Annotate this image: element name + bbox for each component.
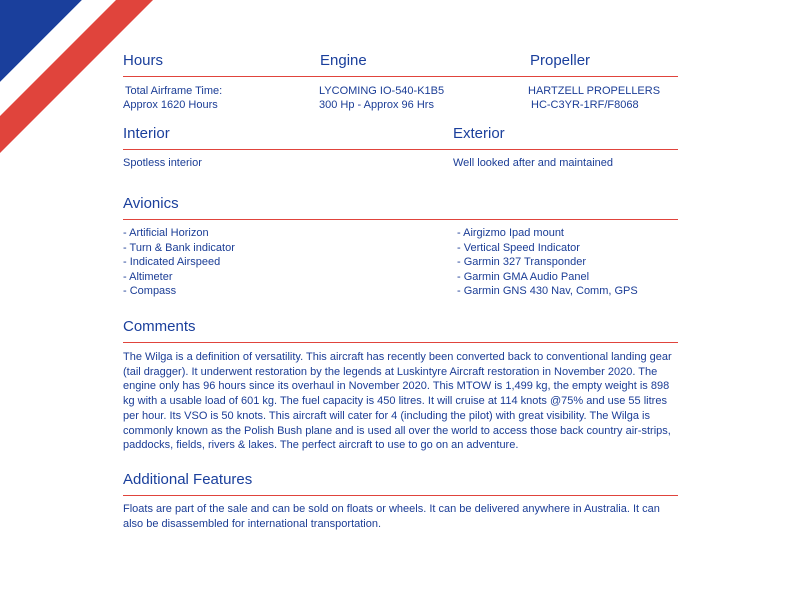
section-divider-hours [123,76,678,77]
engine-line1: LYCOMING IO-540-K1B5 [319,85,445,97]
avionics-list-left [123,226,235,299]
propeller-line1: HARTZELL PROPELLERS [528,85,661,97]
avionics-heading: Avionics [123,195,179,212]
avionics-item: - Vertical Speed Indicator [457,241,580,254]
additional-features-heading: Additional Features [123,471,253,488]
exterior-heading: Exterior [453,125,505,142]
avionics-item: - Altimeter [123,270,173,283]
exterior-text: Well looked after and maintained [453,157,614,169]
avionics-item: - Turn & Bank indicator [123,241,235,254]
engine-heading: Engine [320,52,367,69]
hours-line2: Approx 1620 Hours [123,99,218,111]
avionics-item: - Garmin 327 Transponder [457,256,587,269]
propeller-heading: Propeller [530,52,591,69]
avionics-item: - Compass [123,285,177,298]
avionics-item: - Garmin GMA Audio Panel [457,270,590,283]
avionics-item: - Garmin GNS 430 Nav, Comm, GPS [457,285,638,298]
avionics-item: - Airgizmo Ipad mount [457,227,564,239]
comments-text: The Wilga is a definition of versatility. This aircraft has recently been converted back to conventional landing gear (tail dragger). It underwent restoration by the legends at Luskintyre Aircraft restoration in November 2020. The engine only has 96 hours since its overhaul in November 2020. This MTOW is 1,499 kg, the empty weight is 898 kg with a usable load of 601 kg. The fuel capacity is 450 litres. It will cruise at 114 knots @75% and use 55 litres per hour. Its VSO is 50 knots. This aircraft will cater for 4 (including the pilot) with great visibility. The Wilga is commonly known as the Polish Bush plane and is used all over the world to access those back country air-strips, paddocks, fields, rivers & lakes. The perfect aircraft to use to go on an adventure. [123,351,672,452]
section-divider-interior [123,149,678,150]
hours-heading: Hours [123,52,164,69]
comments-heading: Comments [123,318,196,335]
avionics-item: - Indicated Airspeed [123,256,221,269]
avionics-item: - Artificial Horizon [123,227,209,239]
additional-features-text: Floats are part of the sale and can be sold on floats or wheels. It can be delivered anywhere in Australia. It can also be disassembled for international transportation. [123,503,660,530]
interior-heading: Interior [123,125,170,142]
avionics-list-right [457,226,638,299]
section-divider-avionics [123,219,678,220]
engine-line2: 300 Hp - Approx 96 Hrs [319,99,434,111]
section-divider-comments [123,342,678,343]
section-divider-additional [123,495,678,496]
propeller-line2: HC-C3YR-1RF/F8068 [531,99,639,111]
hours-line1: Total Airframe Time: [125,85,223,97]
interior-text: Spotless interior [123,157,202,169]
